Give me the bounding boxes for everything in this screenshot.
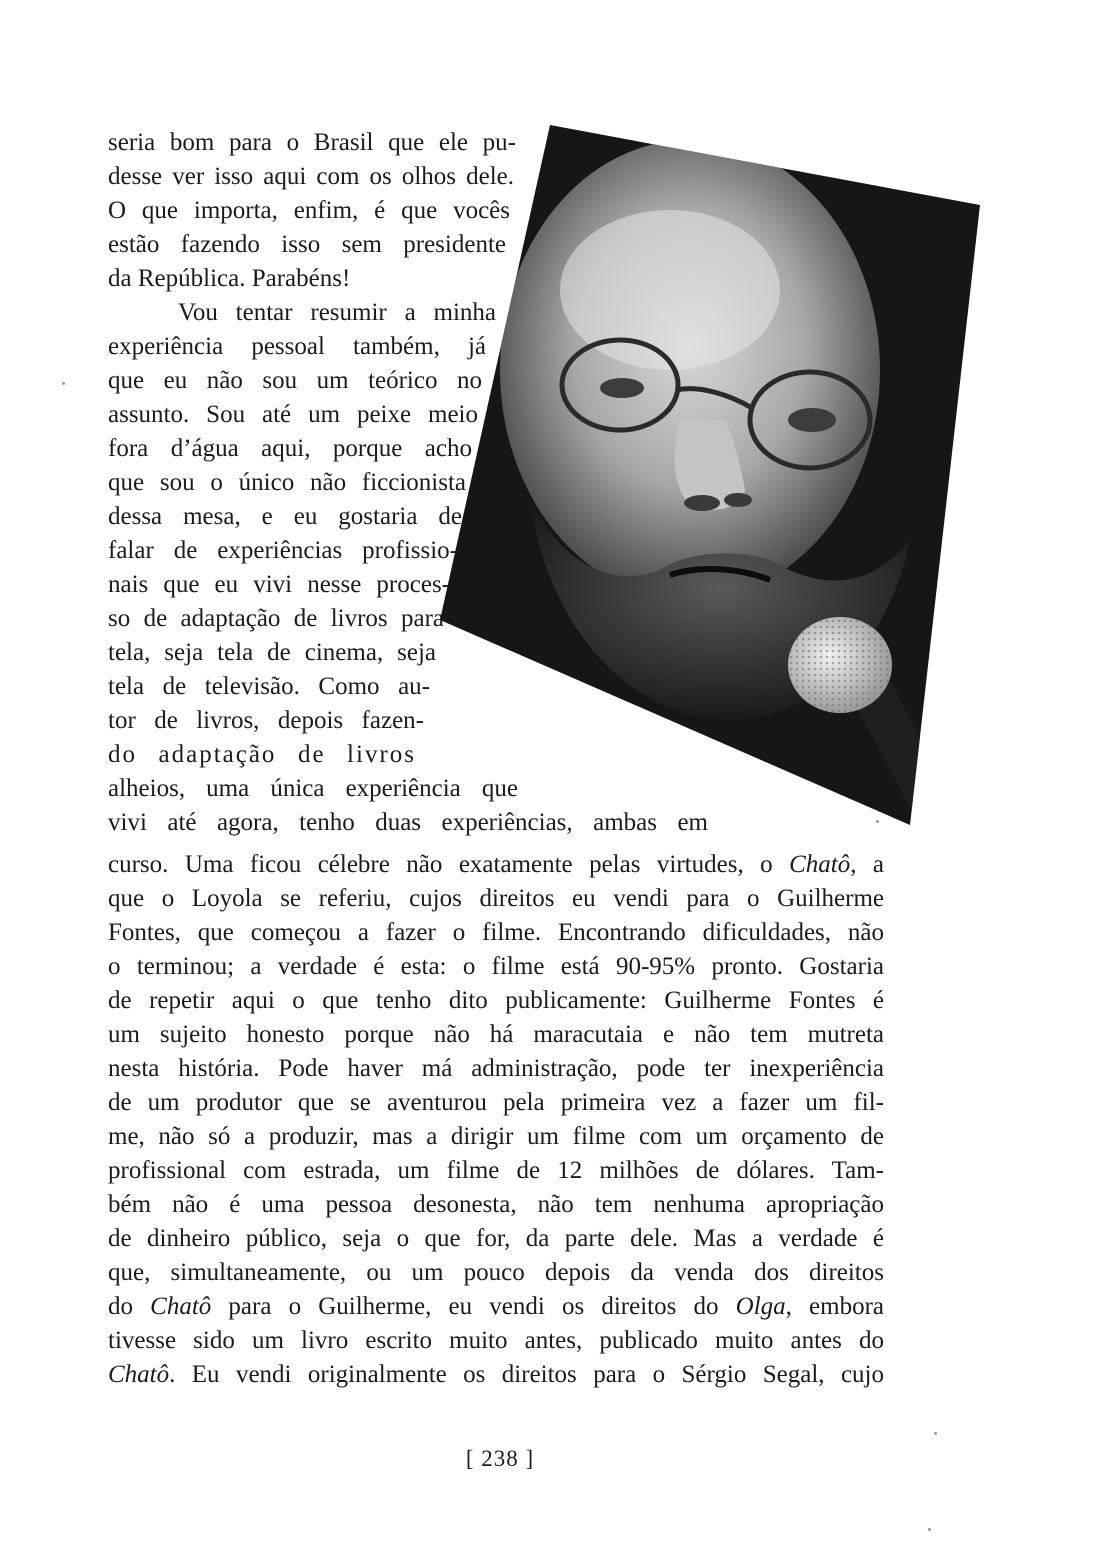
text-span: , a bbox=[850, 851, 884, 878]
italic-title: Chatô bbox=[150, 1293, 212, 1320]
text-line: seria bom para o Brasil que ele pu- bbox=[108, 129, 516, 156]
text-line: que, simultaneamente, ou um pouco depois da venda dos direitos bbox=[108, 1259, 884, 1286]
text-line: o terminou; a verdade é esta: o filme está 90-95% pronto. Gostaria bbox=[108, 953, 884, 980]
italic-title: Chatô bbox=[789, 851, 851, 878]
text-line: que eu não sou um teórico no bbox=[108, 367, 482, 394]
scan-speck bbox=[934, 1432, 937, 1435]
text-line bbox=[108, 1290, 884, 1324]
text-line: nesta história. Pode haver má administração, pode ter inexperiência bbox=[108, 1055, 884, 1082]
text-line: vivi até agora, tenho duas experiências, ambas em bbox=[108, 809, 708, 836]
text-line: falar de experiências profissio- bbox=[108, 537, 458, 564]
text-line: da República. Parabéns! bbox=[108, 265, 351, 292]
text-line: fora d’água aqui, porque acho bbox=[108, 435, 472, 462]
text-span: curso. Uma ficou célebre não exatamente pelas virtudes, o bbox=[108, 851, 790, 878]
text-line: de repetir aqui o que tenho dito publicamente: Guilherme Fontes é bbox=[108, 987, 884, 1014]
text-line: de um produtor que se aventurou pela primeira vez a fazer um fil- bbox=[108, 1089, 884, 1116]
text-line: assunto. Sou até um peixe meio bbox=[108, 401, 478, 428]
text-line: tor de livros, depois fazen- bbox=[108, 707, 424, 734]
page-number: [ 238 ] bbox=[465, 1446, 535, 1471]
text-span: . Eu vendi originalmente os direitos para o Sérgio Segal, cujo bbox=[169, 1361, 884, 1388]
scan-speck bbox=[876, 820, 879, 823]
scan-speck bbox=[928, 1528, 931, 1531]
text-span: do bbox=[108, 1293, 151, 1320]
text-line: Fontes, que começou a fazer o filme. Encontrando dificuldades, não bbox=[108, 919, 884, 946]
italic-title: Chatô bbox=[108, 1361, 170, 1388]
text-span: para o Guilherme, eu vendi os direitos do bbox=[211, 1293, 736, 1320]
text-line: estão fazendo isso sem presidente bbox=[108, 231, 506, 258]
scan-speck bbox=[62, 382, 65, 385]
text-line: Vou tentar resumir a minha bbox=[178, 299, 496, 326]
text-line: so de adaptação de livros para bbox=[108, 605, 444, 632]
text-span: , embora bbox=[785, 1293, 885, 1320]
text-line: me, não só a produzir, mas a dirigir um filme com um orçamento de bbox=[108, 1123, 884, 1150]
text-line: tivesse sido um livro escrito muito antes, publicado muito antes do bbox=[108, 1327, 884, 1354]
text-line: alheios, uma única experiência que bbox=[108, 775, 518, 802]
text-line: do adaptação de livros bbox=[108, 741, 416, 768]
text-line: profissional com estrada, um filme de 12 milhões de dólares. Tam- bbox=[108, 1157, 884, 1184]
text-line: nais que eu vivi nesse proces- bbox=[108, 571, 450, 598]
text-line: de dinheiro público, seja o que for, da parte dele. Mas a verdade é bbox=[108, 1225, 884, 1252]
text-line bbox=[108, 848, 884, 882]
text-line: bém não é uma pessoa desonesta, não tem nenhuma apropriação bbox=[108, 1191, 884, 1218]
text-line: experiência pessoal também, já bbox=[108, 333, 486, 360]
text-line: tela, seja tela de cinema, seja bbox=[108, 639, 436, 666]
text-line: dessa mesa, e eu gostaria de bbox=[108, 503, 462, 530]
text-line: que o Loyola se referiu, cujos direitos eu vendi para o Guilherme bbox=[108, 885, 884, 912]
italic-title: Olga bbox=[735, 1293, 786, 1320]
text-line: desse ver isso aqui com os olhos dele. bbox=[108, 163, 514, 190]
text-line: O que importa, enfim, é que vocês bbox=[108, 197, 510, 224]
text-line: que sou o único não ficcionista bbox=[108, 469, 466, 496]
text-line: tela de televisão. Como au- bbox=[108, 673, 430, 700]
text-line: um sujeito honesto porque não há maracutaia e não tem mutreta bbox=[108, 1021, 884, 1048]
author-photo bbox=[440, 120, 980, 840]
text-line bbox=[108, 1358, 884, 1392]
